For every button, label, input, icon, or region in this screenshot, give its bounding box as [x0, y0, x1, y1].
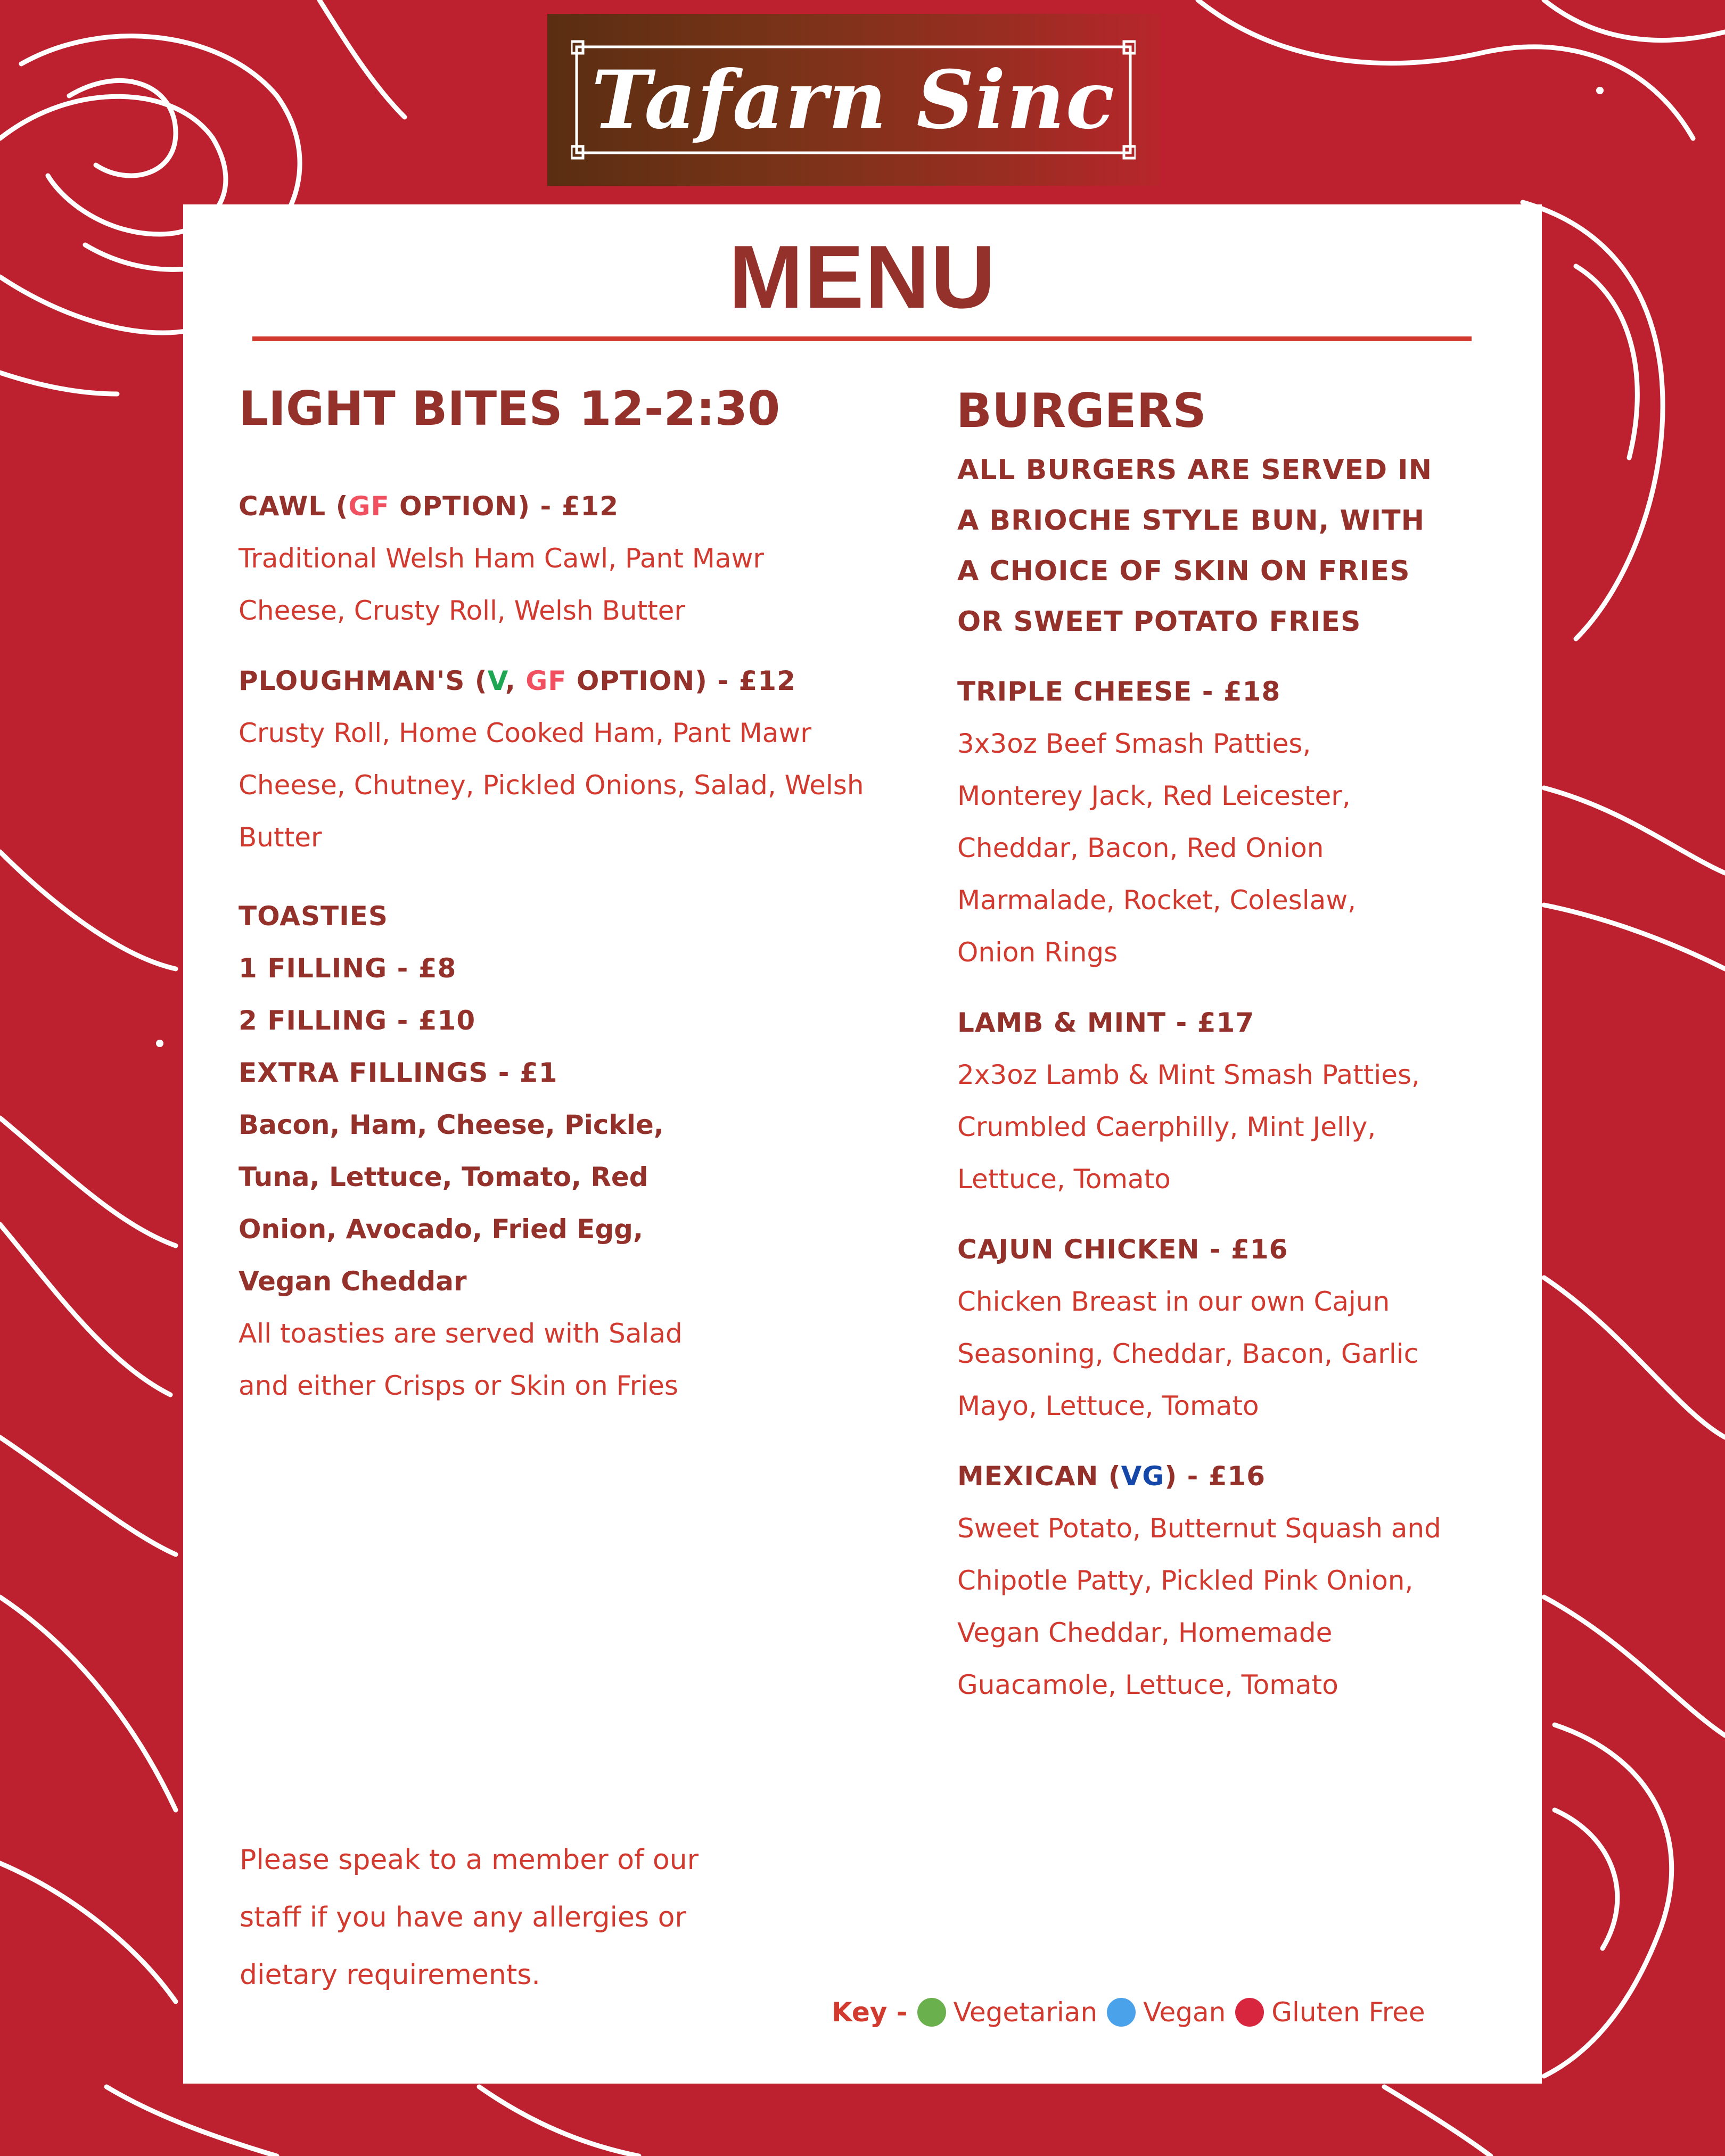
cawl-heading: CAWL (GF OPTION) - £12	[239, 491, 619, 522]
toasties-fillings-line: Vegan Cheddar	[239, 1266, 467, 1297]
toasties-fillings-line: Tuna, Lettuce, Tomato, Red	[239, 1162, 648, 1192]
key-vegan-label: Vegan	[1143, 1997, 1226, 2028]
cawl-desc-line: Traditional Welsh Ham Cawl, Pant Mawr	[239, 543, 764, 574]
key-label: Key -	[832, 1997, 908, 2028]
gf-tag: GF	[525, 665, 567, 696]
ploughmans-desc-line: Butter	[239, 822, 322, 853]
toasties-heading: TOASTIES	[239, 901, 388, 932]
lamb-mint-heading: LAMB & MINT - £17	[957, 1007, 1255, 1038]
cajun-chicken-desc-line: Mayo, Lettuce, Tomato	[957, 1390, 1259, 1421]
triple-cheese-desc-line: Onion Rings	[957, 937, 1118, 968]
cawl-desc-line: Cheese, Crusty Roll, Welsh Butter	[239, 595, 685, 626]
key-gluten-free-label: Gluten Free	[1271, 1997, 1425, 2028]
toasties-fillings-line: Onion, Avocado, Fried Egg,	[239, 1214, 643, 1245]
mexican-desc-line: Chipotle Patty, Pickled Pink Onion,	[957, 1565, 1414, 1596]
triple-cheese-desc-line: Cheddar, Bacon, Red Onion	[957, 833, 1324, 863]
toasties-fillings-line: Bacon, Ham, Cheese, Pickle,	[239, 1109, 664, 1140]
cajun-chicken-desc-line: Chicken Breast in our own Cajun	[957, 1286, 1390, 1317]
mexican-heading: MEXICAN (VG) - £16	[957, 1461, 1266, 1492]
toasties-price-line: 1 FILLING - £8	[239, 953, 457, 984]
allergy-note	[240, 1831, 772, 2004]
ploughmans-desc-line: Cheese, Chutney, Pickled Onions, Salad, Welsh	[239, 770, 864, 801]
v-tag: V	[487, 665, 505, 696]
burgers-intro-line: OR SWEET POTATO FRIES	[957, 606, 1361, 638]
allergy-note-line: Please speak to a member of our	[240, 1844, 699, 1876]
toasties-note-line: All toasties are served with Salad	[239, 1318, 683, 1349]
ploughmans-desc-line: Crusty Roll, Home Cooked Ham, Pant Mawr	[239, 718, 811, 748]
triple-cheese-desc-line: Marmalade, Rocket, Coleslaw,	[957, 885, 1357, 916]
ploughmans-heading: PLOUGHMAN'S (V, GF OPTION) - £12	[239, 665, 796, 696]
cajun-chicken-heading: CAJUN CHICKEN - £16	[957, 1234, 1288, 1265]
vegan-dot-icon	[1107, 1998, 1136, 2027]
lamb-mint-desc-line: Lettuce, Tomato	[957, 1164, 1171, 1195]
lamb-mint-desc-line: Crumbled Caerphilly, Mint Jelly,	[957, 1112, 1376, 1142]
allergy-note-line: staff if you have any allergies or	[240, 1902, 686, 1933]
menu-card	[183, 204, 1542, 2084]
light-bites-title: LIGHT BITES 12-2:30	[239, 381, 781, 436]
logo	[547, 14, 1160, 186]
toasties-price-line: EXTRA FILLINGS - £1	[239, 1057, 558, 1088]
mexican-desc-line: Sweet Potato, Butternut Squash and	[957, 1513, 1441, 1544]
key-vegetarian-label: Vegetarian	[953, 1997, 1098, 2028]
menu-title: MENU	[728, 227, 997, 327]
title-divider	[252, 336, 1472, 341]
allergy-note-line: dietary requirements.	[240, 1959, 540, 1991]
mexican-desc-line: Vegan Cheddar, Homemade	[957, 1617, 1333, 1648]
burgers-title: BURGERS	[956, 383, 1206, 438]
lamb-mint-desc-line: 2x3oz Lamb & Mint Smash Patties,	[957, 1059, 1420, 1090]
burgers-intro-line: A BRIOCHE STYLE BUN, WITH	[957, 505, 1425, 537]
dietary-key	[832, 1991, 1425, 2034]
vg-tag: VG	[1121, 1461, 1165, 1492]
triple-cheese-heading: TRIPLE CHEESE - £18	[957, 676, 1281, 707]
triple-cheese-desc-line: 3x3oz Beef Smash Patties,	[957, 728, 1311, 759]
vegetarian-dot-icon	[917, 1998, 946, 2027]
gluten-free-dot-icon	[1235, 1998, 1264, 2027]
burgers-intro-line: A CHOICE OF SKIN ON FRIES	[957, 555, 1410, 587]
toasties-price-line: 2 FILLING - £10	[239, 1005, 476, 1036]
burgers-column	[957, 445, 1522, 1711]
cajun-chicken-desc-line: Seasoning, Cheddar, Bacon, Garlic	[957, 1338, 1419, 1369]
toasties-note-line: and either Crisps or Skin on Fries	[239, 1370, 678, 1401]
logo-text: Tafarn Sinc	[591, 53, 1116, 147]
burgers-intro-line: ALL BURGERS ARE SERVED IN	[957, 454, 1433, 486]
gf-tag: GF	[348, 491, 390, 522]
mexican-desc-line: Guacamole, Lettuce, Tomato	[957, 1669, 1338, 1700]
light-bites-column	[239, 480, 867, 1412]
triple-cheese-desc-line: Monterey Jack, Red Leicester,	[957, 780, 1351, 811]
